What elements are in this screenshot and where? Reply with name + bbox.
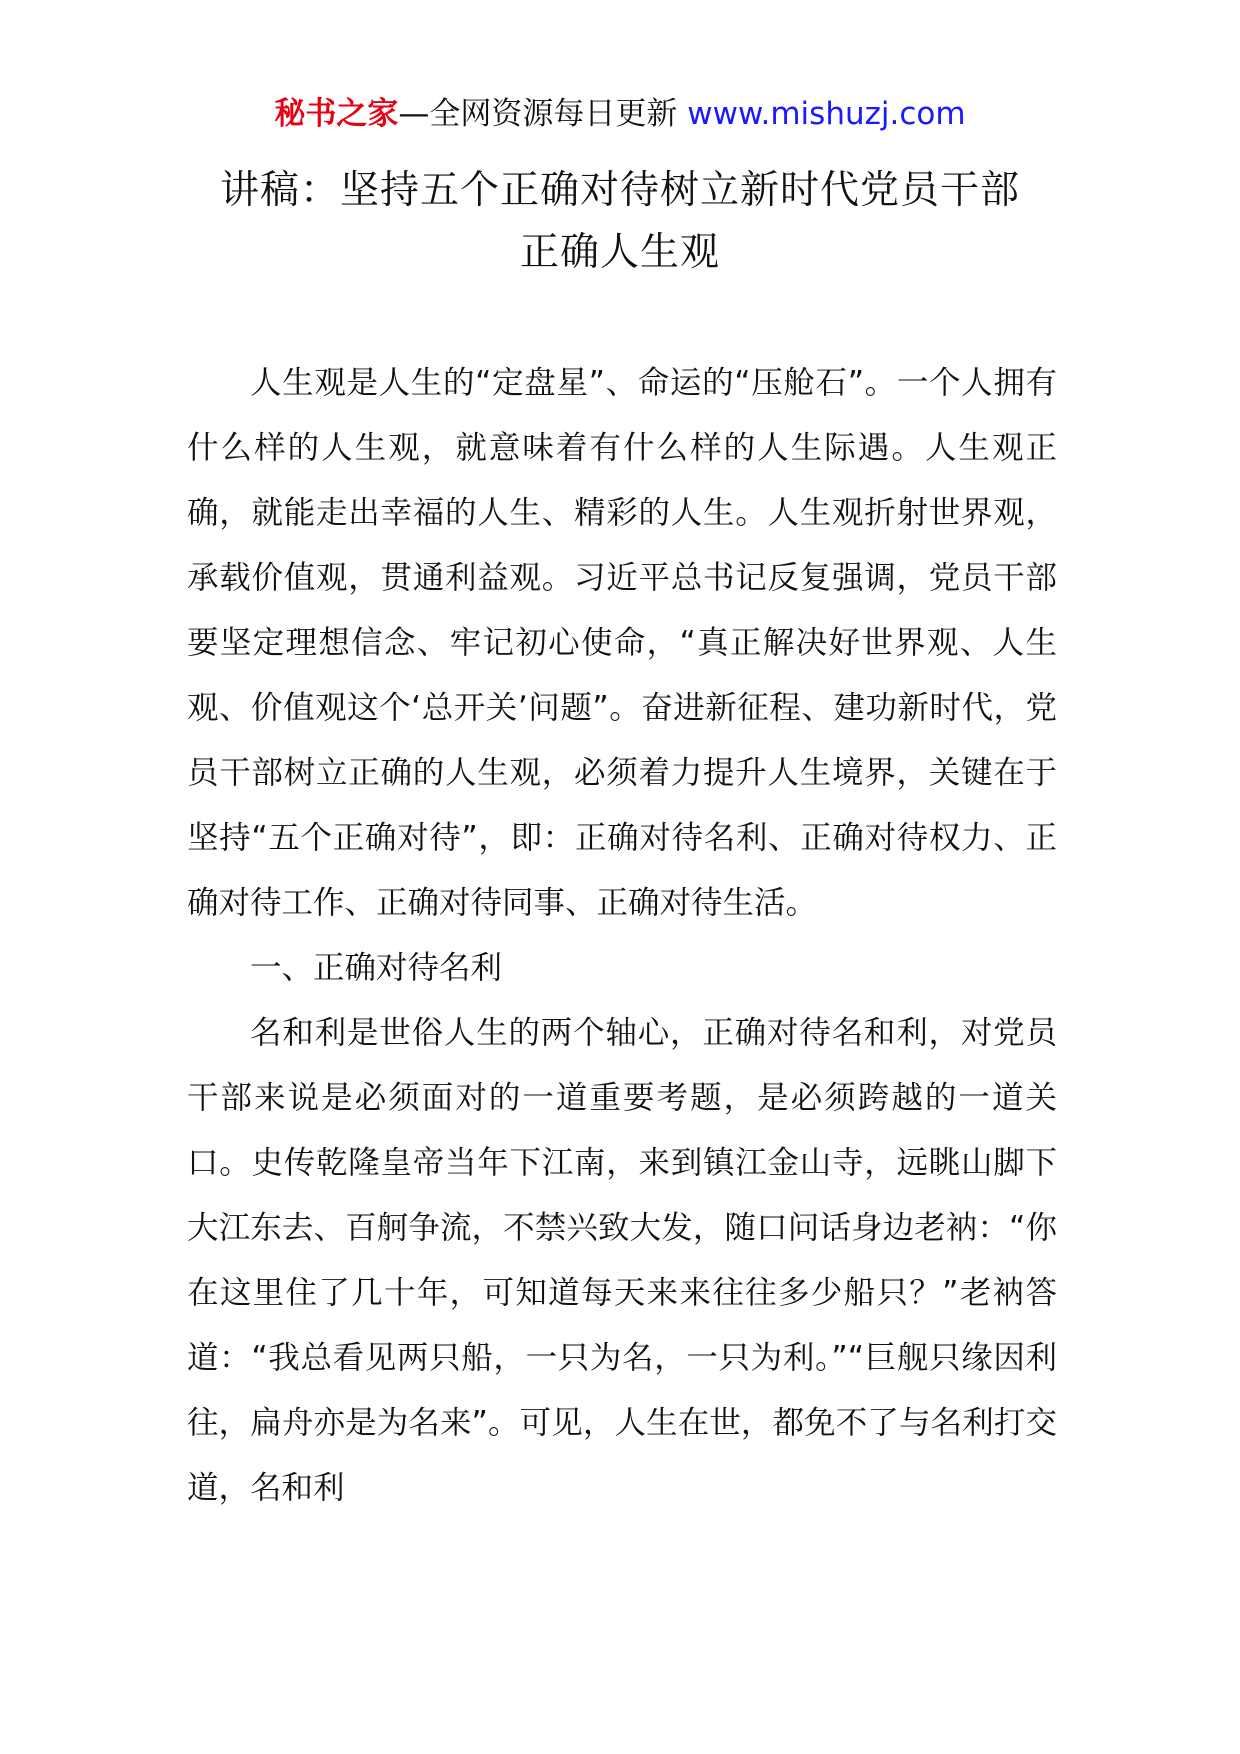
title-line-2: 正确人生观 (519, 230, 720, 275)
title-line-1: 讲稿：坚持五个正确对待树立新时代党员干部 (219, 168, 1020, 213)
site-tagline: —全网资源每日更新 (398, 96, 688, 132)
section-heading-1: 一、正确对待名利 (250, 950, 503, 986)
document-title (150, 160, 1090, 284)
intro-paragraph: 人生观是人生的“定盘星”、命运的“压舱石”。一个人拥有什么样的人生观，就意味着有什么样的人生际遇。人生观正确，就能走出幸福的人生、精彩的人生。人生观折射世界观，承载价值观，贯通利益观。习近平总书记反复强调，党员干部要坚定理想信念、牢记初心使命，“真正解决好世界观、人生观、价值观这个‘总开关’问题”。奋进新征程、建功新时代，党员干部树立正确的人生观，必须着力提升人生境界，关键在于坚持“五个正确对待”，即：正确对待名利、正确对待权力、正确对待工作、正确对待同事、正确对待生活。 (187, 365, 1057, 921)
site-brand: 秘书之家 (274, 96, 399, 132)
site-header (0, 92, 1240, 136)
section-1-paragraph: 名和利是世俗人生的两个轴心，正确对待名和利，对党员干部来说是必须面对的一道重要考题，是必须跨越的一道关口。史传乾隆皇帝当年下江南，来到镇江金山寺，远眺山脚下大江东去、百舸争流，不禁兴致大发，随口问话身边老衲：“你在这里住了几十年，可知道每天来来往往多少船只？”老衲答道：“我总看见两只船，一只为名，一只为利。”“巨舰只缘因利往，扁舟亦是为名来”。可见，人生在世，都免不了与名利打交道，名和利 (187, 1015, 1057, 1506)
document-body (187, 351, 1057, 1521)
site-url-link[interactable]: www.mishuzj.com (687, 96, 966, 132)
